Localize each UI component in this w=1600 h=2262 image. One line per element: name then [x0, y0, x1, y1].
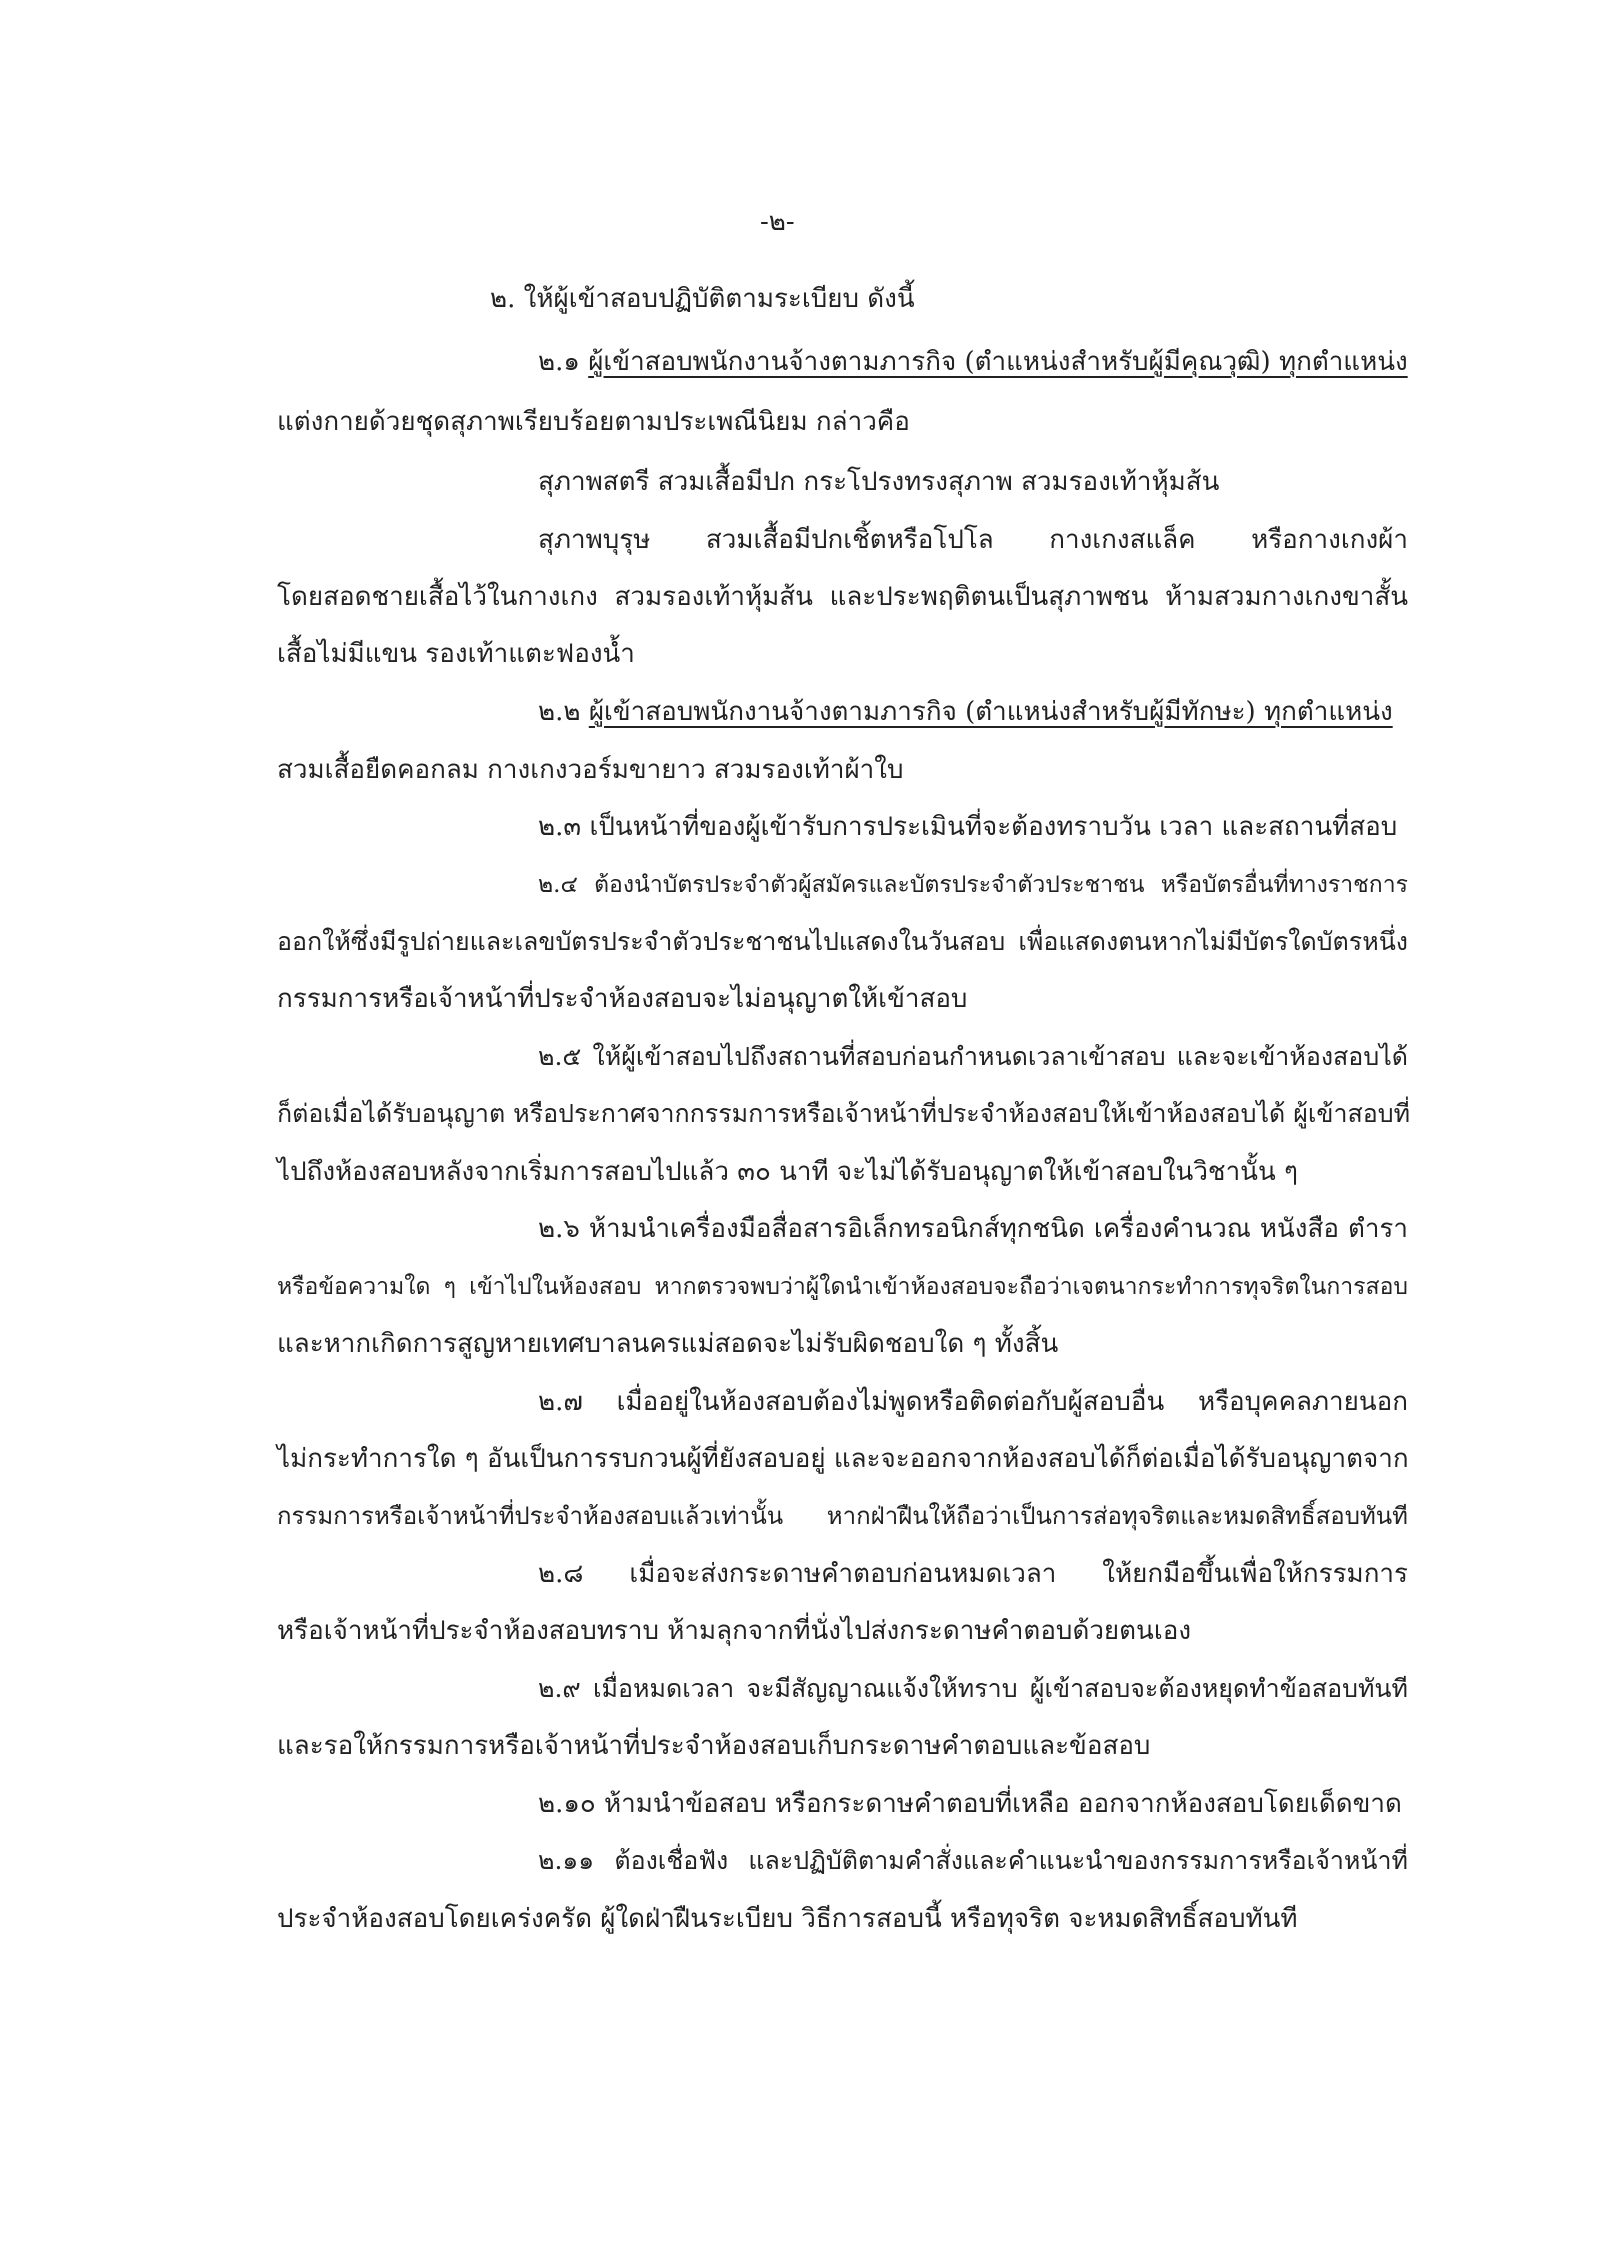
item-2-1-male-dress-line-1: สุภาพบุรุษ สวมเสื้อมีปกเชิ้ตหรือโปโล กางเกงสแล็ค หรือกางเกงผ้า	[538, 525, 1408, 555]
item-2-2-title: ผู้เข้าสอบพนักงานจ้างตามภารกิจ (ตำแหน่งสำหรับผู้มีทักษะ) ทุกตำแหน่ง	[588, 697, 1393, 727]
item-2-1-first-line	[538, 345, 1408, 379]
page-number: -๒-	[760, 207, 795, 237]
item-2-4-line-2: ออกให้ซึ่งมีรูปถ่ายและเลขบัตรประจำตัวประชาชนไปแสดงในวันสอบ เพื่อแสดงตนหากไม่มีบัตรใดบัตรหนึ่ง	[277, 927, 1408, 956]
item-2-1-female-dress: สุภาพสตรี สวมเสื้อมีปก กระโปรงทรงสุภาพ สวมรองเท้าหุ้มส้น	[538, 467, 1220, 497]
item-2-4-line-3: กรรมการหรือเจ้าหน้าที่ประจำห้องสอบจะไม่อนุญาตให้เข้าสอบ	[277, 984, 968, 1014]
item-2-9-line-2: และรอให้กรรมการหรือเจ้าหน้าที่ประจำห้องสอบเก็บกระดาษคำตอบและข้อสอบ	[277, 1731, 1151, 1761]
item-2-11-line-2: ประจำห้องสอบโดยเคร่งครัด ผู้ใดฝ่าฝืนระเบียบ วิธีการสอบนี้ หรือทุจริต จะหมดสิทธิ์สอบทันที	[277, 1904, 1298, 1934]
item-2-7-line-3: กรรมการหรือเจ้าหน้าที่ประจำห้องสอบแล้วเท่านั้น หากฝ่าฝืนให้ถือว่าเป็นการส่อทุจริตและหมดสิทธิ์สอบทันที	[277, 1502, 1408, 1530]
item-2-2-first-line	[538, 695, 1393, 729]
item-2-1-title: ผู้เข้าสอบพนักงานจ้างตามภารกิจ (ตำแหน่งสำหรับผู้มีคุณวุฒิ) ทุกตำแหน่ง	[588, 347, 1408, 377]
item-2-5-line-2: ก็ต่อเมื่อได้รับอนุญาต หรือประกาศจากกรรมการหรือเจ้าหน้าที่ประจำห้องสอบให้เข้าห้องสอบได้ ผู้เข้าสอบที่	[277, 1099, 1411, 1128]
item-2-1-number: ๒.๑	[538, 347, 580, 377]
item-2-6-line-2: หรือข้อความใด ๆ เข้าไปในห้องสอบ หากตรวจพบว่าผู้ใดนำเข้าห้องสอบจะถือว่าเจตนากระทำการทุจริตในการสอบ	[277, 1274, 1408, 1300]
item-2-7-line-1: ๒.๗ เมื่ออยู่ในห้องสอบต้องไม่พูดหรือติดต่อกับผู้สอบอื่น หรือบุคคลภายนอก	[538, 1387, 1408, 1417]
item-2-6-line-1: ๒.๖ ห้ามนำเครื่องมือสื่อสารอิเล็กทรอนิกส์ทุกชนิด เครื่องคำนวณ หนังสือ ตำรา	[538, 1214, 1408, 1244]
item-2-5-line-3: ไปถึงห้องสอบหลังจากเริ่มการสอบไปแล้ว ๓๐ นาที จะไม่ได้รับอนุญาตให้เข้าสอบในวิชานั้น ๆ	[277, 1157, 1298, 1187]
item-2-7-line-2: ไม่กระทำการใด ๆ อันเป็นการรบกวนผู้ที่ยังสอบอยู่ และจะออกจากห้องสอบได้ก็ต่อเมื่อได้รับอนุญาตจาก	[277, 1444, 1409, 1474]
item-2-6-line-3: และหากเกิดการสูญหายเทศบาลนครแม่สอดจะไม่รับผิดชอบใด ๆ ทั้งสิ้น	[277, 1329, 1059, 1359]
item-2-8-line-1: ๒.๘ เมื่อจะส่งกระดาษคำตอบก่อนหมดเวลา ให้ยกมือขึ้นเพื่อให้กรรมการ	[538, 1559, 1408, 1589]
item-2-1-male-dress-line-3: เสื้อไม่มีแขน รองเท้าแตะฟองน้ำ	[277, 639, 635, 669]
item-2-1-male-dress-line-2: โดยสอดชายเสื้อไว้ในกางเกง สวมรองเท้าหุ้มส้น และประพฤติตนเป็นสุภาพชน ห้ามสวมกางเกงขาสั้น	[277, 582, 1408, 612]
item-2-10: ๒.๑๐ ห้ามนำข้อสอบ หรือกระดาษคำตอบที่เหลือ ออกจากห้องสอบโดยเด็ดขาด	[538, 1789, 1402, 1819]
item-2-2-line-2: สวมเสื้อยืดคอกลม กางเกงวอร์มขายาว สวมรองเท้าผ้าใบ	[277, 755, 904, 785]
item-2-8-line-2: หรือเจ้าหน้าที่ประจำห้องสอบทราบ ห้ามลุกจากที่นั่งไปส่งกระดาษคำตอบด้วยตนเอง	[277, 1616, 1192, 1646]
item-2-3: ๒.๓ เป็นหน้าที่ของผู้เข้ารับการประเมินที่จะต้องทราบวัน เวลา และสถานที่สอบ	[538, 812, 1398, 842]
item-2-5-line-1: ๒.๕ ให้ผู้เข้าสอบไปถึงสถานที่สอบก่อนกำหนดเวลาเข้าสอบ และจะเข้าห้องสอบได้	[538, 1042, 1408, 1071]
section-heading: ๒. ให้ผู้เข้าสอบปฏิบัติตามระเบียบ ดังนี้	[490, 284, 915, 314]
item-2-11-line-1: ๒.๑๑ ต้องเชื่อฟัง และปฏิบัติตามคำสั่งและคำแนะนำของกรรมการหรือเจ้าหน้าที่	[538, 1846, 1408, 1875]
item-2-2-number: ๒.๒	[538, 697, 581, 727]
item-2-9-line-1: ๒.๙ เมื่อหมดเวลา จะมีสัญญาณแจ้งให้ทราบ ผู้เข้าสอบจะต้องหยุดทำข้อสอบทันที	[538, 1674, 1408, 1703]
item-2-4-line-1: ๒.๔ ต้องนำบัตรประจำตัวผู้สมัครและบัตรประจำตัวประชาชน หรือบัตรอื่นที่ทางราชการ	[538, 872, 1408, 898]
item-2-1-line-2: แต่งกายด้วยชุดสุภาพเรียบร้อยตามประเพณีนิยม กล่าวคือ	[277, 407, 910, 437]
